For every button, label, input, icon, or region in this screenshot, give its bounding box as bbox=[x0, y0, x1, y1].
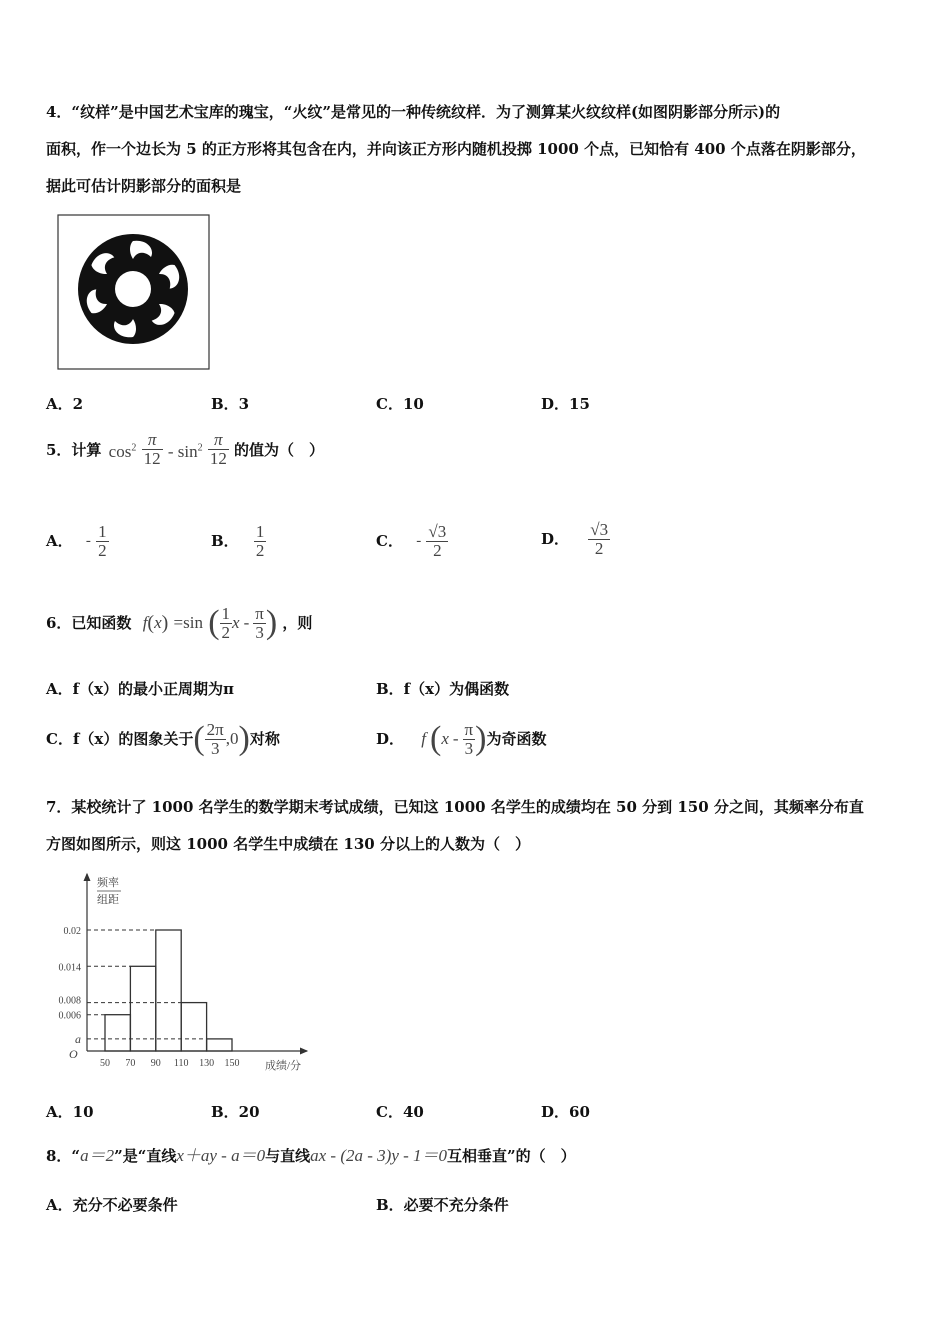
x-tick-label: 150 bbox=[224, 1058, 240, 1069]
q5-prefix: 5．计算 bbox=[46, 440, 102, 459]
q6-option-b[interactable]: B．f（x）为偶函数 bbox=[376, 680, 510, 698]
q5-option-a[interactable]: A． - $\frac{1}{2}$ bbox=[46, 521, 107, 560]
q4-option-b[interactable]: B．3 bbox=[211, 395, 250, 413]
histogram-bar bbox=[105, 1015, 130, 1051]
q4-option-a[interactable]: A．2 bbox=[46, 395, 84, 413]
q6-option-a[interactable]: A．f（x）的最小正周期为π bbox=[46, 680, 235, 698]
y-tick-label: 0.006 bbox=[58, 1010, 81, 1022]
x-tick-label: 50 bbox=[100, 1058, 110, 1069]
q7-option-a[interactable]: A．10 bbox=[46, 1103, 94, 1121]
q8-option-a[interactable]: A．充分不必要条件 bbox=[46, 1196, 178, 1214]
x-tick-label: 70 bbox=[125, 1058, 136, 1069]
histogram-bar bbox=[181, 1003, 206, 1051]
x-tick-label: 130 bbox=[199, 1058, 215, 1069]
y-tick-label: 0.008 bbox=[58, 995, 81, 1007]
ylabel-top: 频率 bbox=[97, 877, 119, 889]
q4-line2: 面积，作一个边长为 5 的正方形将其包含在内，并向该正方形内随机投掷 1000 个点，已知恰有 400 个点落在阴影部分， bbox=[46, 140, 866, 158]
y-tick-label: 0.014 bbox=[58, 962, 81, 974]
q5-option-c[interactable]: C． - $\frac{√3}{2}$ bbox=[376, 521, 447, 560]
ylabel-bottom: 组距 bbox=[97, 894, 119, 906]
q8-line-1: x＋ay - a＝0 bbox=[176, 1146, 266, 1165]
q5-line bbox=[46, 428, 324, 468]
q5-d-frac: $\frac{√3}{2}$ bbox=[590, 519, 609, 558]
q7-option-d[interactable]: D．60 bbox=[541, 1103, 590, 1121]
origin-label: O bbox=[69, 1047, 78, 1061]
q5-a-frac: $\frac{1}{2}$ bbox=[98, 521, 107, 560]
x-tick-label: 90 bbox=[150, 1058, 161, 1069]
q8-condition: a＝2 bbox=[80, 1146, 115, 1165]
q7-option-c[interactable]: C．40 bbox=[376, 1103, 424, 1121]
q8-option-b[interactable]: B．必要不充分条件 bbox=[376, 1196, 509, 1214]
histogram-bar bbox=[156, 930, 181, 1051]
fire-pattern-figure bbox=[57, 214, 210, 370]
fire-pattern-shape bbox=[78, 234, 188, 344]
q6-line: 6．已知函数 f(x) =sin ( $\frac{1}{2}$ x - $\frac{\pi}{3}$ ) ，则 bbox=[46, 603, 313, 642]
q4-option-d[interactable]: D．15 bbox=[541, 395, 590, 413]
y-tick-label: a bbox=[75, 1031, 81, 1046]
histogram-bar bbox=[207, 1039, 232, 1051]
q8-line: 8．“a＝2”是“直线x＋ay - a＝0与直线ax - (2a - 3)y - 1＝0互相垂直”的（ ） bbox=[46, 1146, 576, 1165]
frequency-histogram bbox=[55, 868, 325, 1080]
q6-option-c[interactable]: C．f（x）的图象关于( $\frac{2\pi}{3}$ ,0)对称 bbox=[46, 719, 280, 758]
xlabel: 成绩/分 bbox=[265, 1060, 302, 1072]
q7-line2: 方图如图所示，则这 1000 名学生中成绩在 130 分以上的人数为（ ） bbox=[46, 835, 530, 853]
q5-frac-2: $\frac{\pi}{12}$ bbox=[209, 430, 227, 469]
q8-line-2: ax - (2a - 3)y - 1＝0 bbox=[310, 1146, 448, 1165]
q5-cos: $\cos^2$ bbox=[108, 441, 137, 461]
y-tick-label: 0.02 bbox=[63, 926, 81, 937]
histogram-bar bbox=[130, 966, 155, 1051]
q4-option-c[interactable]: C．10 bbox=[376, 395, 424, 413]
q5-suffix: 的值为（ ） bbox=[234, 440, 325, 459]
q5-option-d[interactable]: D． $\frac{√3}{2}$ bbox=[541, 519, 609, 558]
q5-option-b[interactable]: B． $\frac{1}{2}$ bbox=[211, 521, 265, 560]
q4-line3: 据此可估计阴影部分的面积是 bbox=[46, 177, 242, 195]
q7-option-b[interactable]: B．20 bbox=[211, 1103, 260, 1121]
q5-b-frac: $\frac{1}{2}$ bbox=[255, 521, 265, 560]
q4-line1: 4．“纹样”是中国艺术宝库的瑰宝，“火纹”是常见的一种传统纹样．为了测算某火纹纹样(如图阴影部分所示)的 bbox=[46, 103, 781, 121]
x-tick-label: 110 bbox=[173, 1058, 189, 1069]
q5-c-frac: $\frac{√3}{2}$ bbox=[428, 521, 447, 560]
q7-line1: 7．某校统计了 1000 名学生的数学期末考试成绩，已知这 1000 名学生的成绩均在 50 分到 150 分之间，其频率分布直 bbox=[46, 798, 864, 816]
q5-frac-1: $\frac{\pi}{12}$ bbox=[143, 430, 161, 469]
q5-minus-sin: - $\sin^2$ bbox=[167, 441, 203, 461]
q6-option-d[interactable]: D． f (x - $\frac{\pi}{3}$ )为奇函数 bbox=[376, 719, 547, 758]
